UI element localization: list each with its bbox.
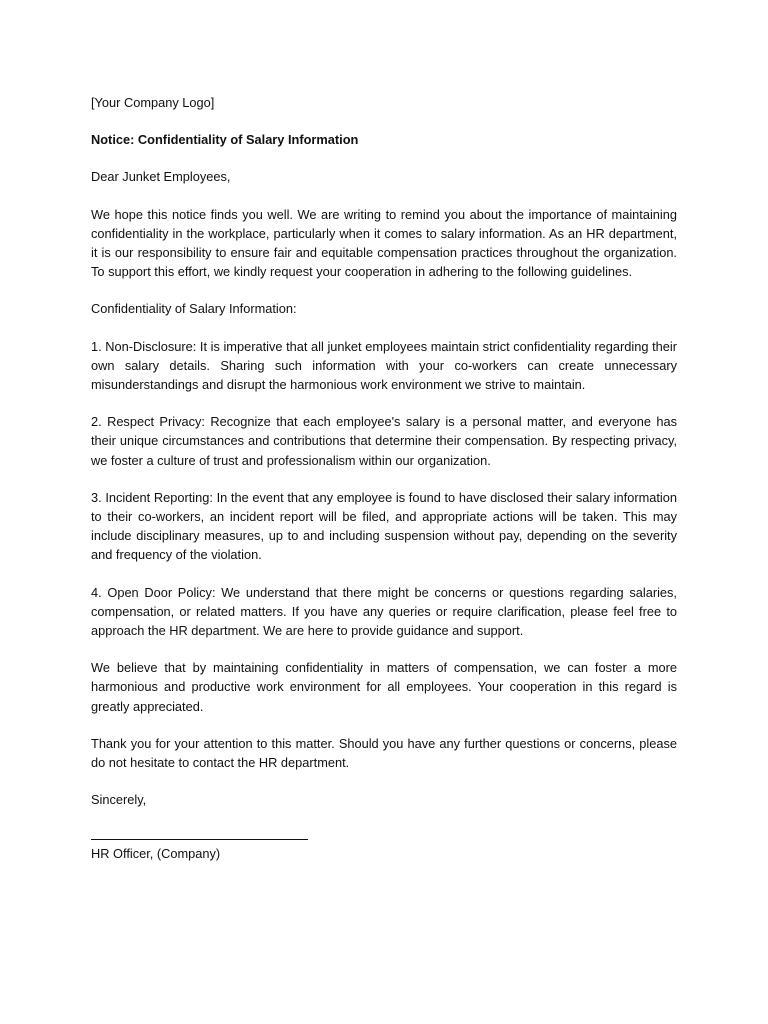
- section-heading: Confidentiality of Salary Information:: [91, 301, 297, 317]
- closing-paragraph: We believe that by maintaining confidentiality in matters of compensation, we can foster a more harmonious and productive work environment for all employees. Your cooperation in this regard is greatly appreciated.: [91, 660, 677, 714]
- sign-off: Sincerely,: [91, 792, 147, 808]
- signer-name: HR Officer, (Company): [91, 846, 221, 862]
- thanks-paragraph: Thank you for your attention to this matter. Should you have any further questions or concerns, please do not hesitate to contact the HR department.: [91, 735, 677, 771]
- notice-title: Notice: Confidentiality of Salary Information: [91, 132, 359, 148]
- greeting: Dear Junket Employees,: [91, 169, 231, 185]
- guideline-incident-reporting: 3. Incident Reporting: In the event that any employee is found to have disclosed their salary information to their co-workers, an incident report will be filed, and appropriate actions will be taken. This may include disciplinary measures, up to and including suspension without pay, depending on the severity and frequency of the violation.: [91, 489, 677, 563]
- guideline-non-disclosure: 1. Non-Disclosure: It is imperative that all junket employees maintain strict confidentiality regarding their own salary details. Sharing such information with your co-workers can create unnecessary misunderstandings and disrupt the harmonious work environment we strive to maintain.: [91, 338, 677, 393]
- company-logo-placeholder: [Your Company Logo]: [91, 95, 215, 110]
- guideline-respect-privacy: 2. Respect Privacy: Recognize that each employee's salary is a personal matter, and everyone has their unique circumstances and contributions that determine their compensation. By respecting privacy, we foster a culture of trust and professionalism within our organization.: [91, 414, 677, 468]
- guideline-open-door-policy: 4. Open Door Policy: We understand that there might be concerns or questions regarding salaries, compensation, or related matters. If you have any queries or require clarification, please feel free to approach the HR department. We are here to provide guidance and support.: [91, 584, 677, 639]
- intro-paragraph: We hope this notice finds you well. We are writing to remind you about the importance of maintaining confidentiality in the workplace, particularly when it comes to salary information. As an HR department, it is our responsibility to ensure fair and equitable compensation practices throughout the organization. To support this effort, we kindly request your cooperation in adhering to the following guidelines.: [91, 206, 677, 280]
- signature-line: [91, 839, 308, 840]
